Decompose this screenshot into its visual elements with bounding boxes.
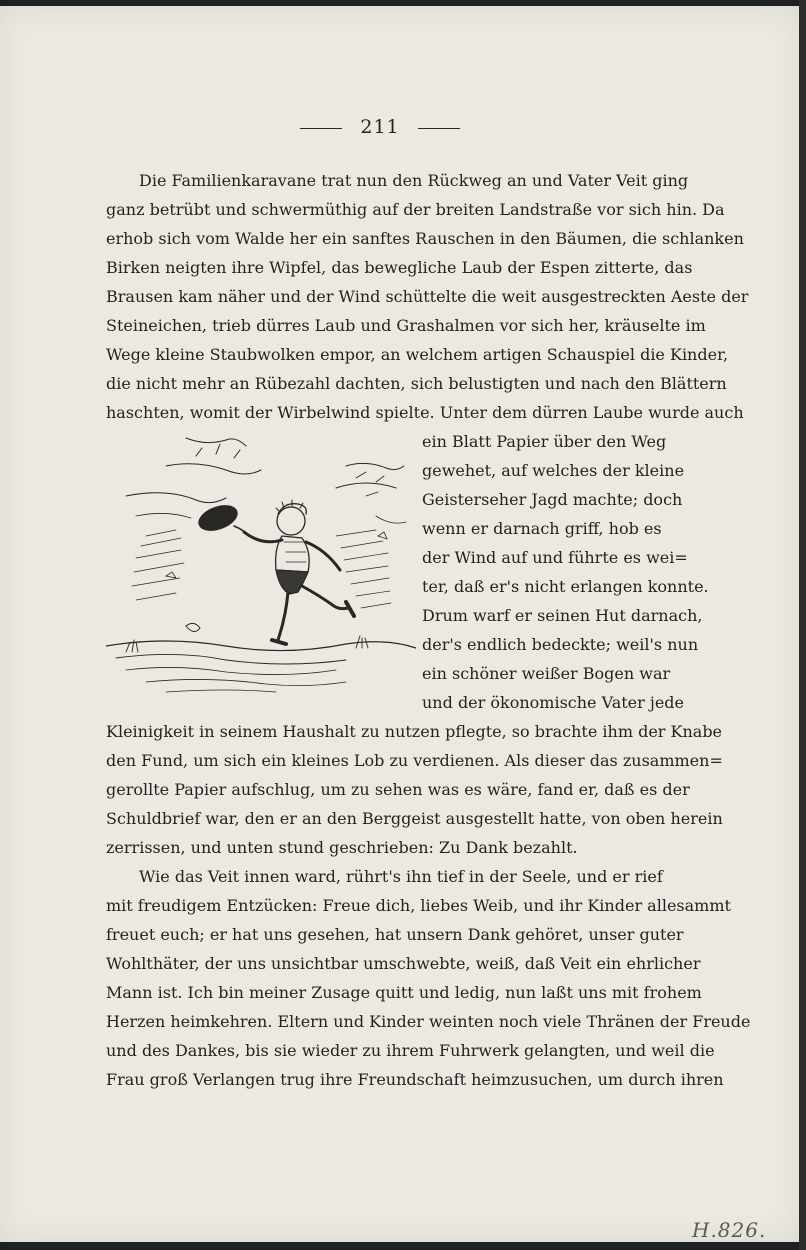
text-line: zerrissen, und unten stund geschrieben: Zu Dank bezahlt. — [106, 838, 578, 857]
shelfmark-annotation: H.826. — [692, 1218, 767, 1242]
text-line-beside-illustration: ter, daß er's nicht erlangen konnte. — [422, 577, 709, 596]
text-line-beside-illustration: ein Blatt Papier über den Weg — [422, 432, 667, 451]
text-line-beside-illustration: Drum warf er seinen Hut darnach, — [422, 606, 703, 625]
text-line: haschten, womit der Wirbelwind spielte. Unter dem dürren Laube wurde auch — [106, 403, 744, 422]
text-line: Frau groß Verlangen trug ihre Freundschaft heimzusuchen, um durch ihren — [106, 1070, 724, 1089]
text-line: Schuldbrief war, den er an den Berggeist ausgestellt hatte, von oben herein — [106, 809, 723, 828]
text-line: Birken neigten ihre Wipfel, das bewegliche Laub der Espen zitterte, das — [106, 258, 693, 277]
page-number — [0, 116, 760, 138]
text-line-beside-illustration: der's endlich bedeckte; weil's nun — [422, 635, 699, 654]
scan-edge — [799, 0, 806, 1250]
text-line: den Fund, um sich ein kleines Lob zu verdienen. Als dieser das zusammen= — [106, 751, 723, 770]
rule-right — [418, 128, 460, 129]
text-line: ganz betrübt und schwermüthig auf der breiten Landstraße vor sich hin. Da — [106, 200, 725, 219]
text-line: Steineichen, trieb dürres Laub und Grashalmen vor sich her, kräuselte im — [106, 316, 706, 335]
text-line-beside-illustration: wenn er darnach griff, hob es — [422, 519, 662, 538]
text-line-beside-illustration: gewehet, auf welches der kleine — [422, 461, 685, 480]
text-line: erhob sich vom Walde her ein sanftes Rauschen in den Bäumen, die schlanken — [106, 229, 744, 248]
text-line: Wege kleine Staubwolken empor, an welchem artigen Schauspiel die Kinder, — [106, 345, 729, 364]
text-line: Kleinigkeit in seinem Haushalt zu nutzen pflegte, so brachte ihm der Knabe — [106, 722, 723, 741]
text-line: Die Familienkaravane trat nun den Rückweg an und Vater Veit ging — [139, 171, 689, 190]
text-line: und des Dankes, bis sie wieder zu ihrem Fuhrwerk gelangten, und weil die — [106, 1041, 715, 1060]
text-line-beside-illustration: der Wind auf und führte es wei= — [422, 548, 688, 567]
text-line: Wohlthäter, der uns unsichtbar umschwebte, weiß, daß Veit ein ehrlicher — [106, 954, 701, 973]
text-line-beside-illustration: und der ökonomische Vater jede — [422, 693, 684, 712]
boy-chasing-paper-illustration — [106, 426, 416, 701]
text-line: Mann ist. Ich bin meiner Zusage quitt und ledig, nun laßt uns mit frohem — [106, 983, 702, 1002]
text-line: mit freudigem Entzücken: Freue dich, liebes Weib, und ihr Kinder allesammt — [106, 896, 731, 915]
text-line: Herzen heimkehren. Eltern und Kinder weinten noch viele Thränen der Freude — [106, 1012, 751, 1031]
text-line: Wie das Veit innen ward, rührt's ihn tief in der Seele, und er rief — [139, 867, 663, 886]
text-line-beside-illustration: ein schöner weißer Bogen war — [422, 664, 671, 683]
page-number-text: 211 — [360, 116, 400, 138]
text-line: Brausen kam näher und der Wind schüttelte die weit ausgestreckten Aeste der — [106, 287, 749, 306]
text-line: die nicht mehr an Rübezahl dachten, sich belustigten und nach den Blättern — [106, 374, 727, 393]
rule-left — [300, 128, 342, 129]
text-line: gerollte Papier aufschlug, um zu sehen was es wäre, fand er, daß es der — [106, 780, 690, 799]
text-line: freuet euch; er hat uns gesehen, hat unsern Dank gehöret, unser guter — [106, 925, 684, 944]
book-page — [0, 6, 799, 1242]
text-line-beside-illustration: Geisterseher Jagd machte; doch — [422, 490, 683, 509]
